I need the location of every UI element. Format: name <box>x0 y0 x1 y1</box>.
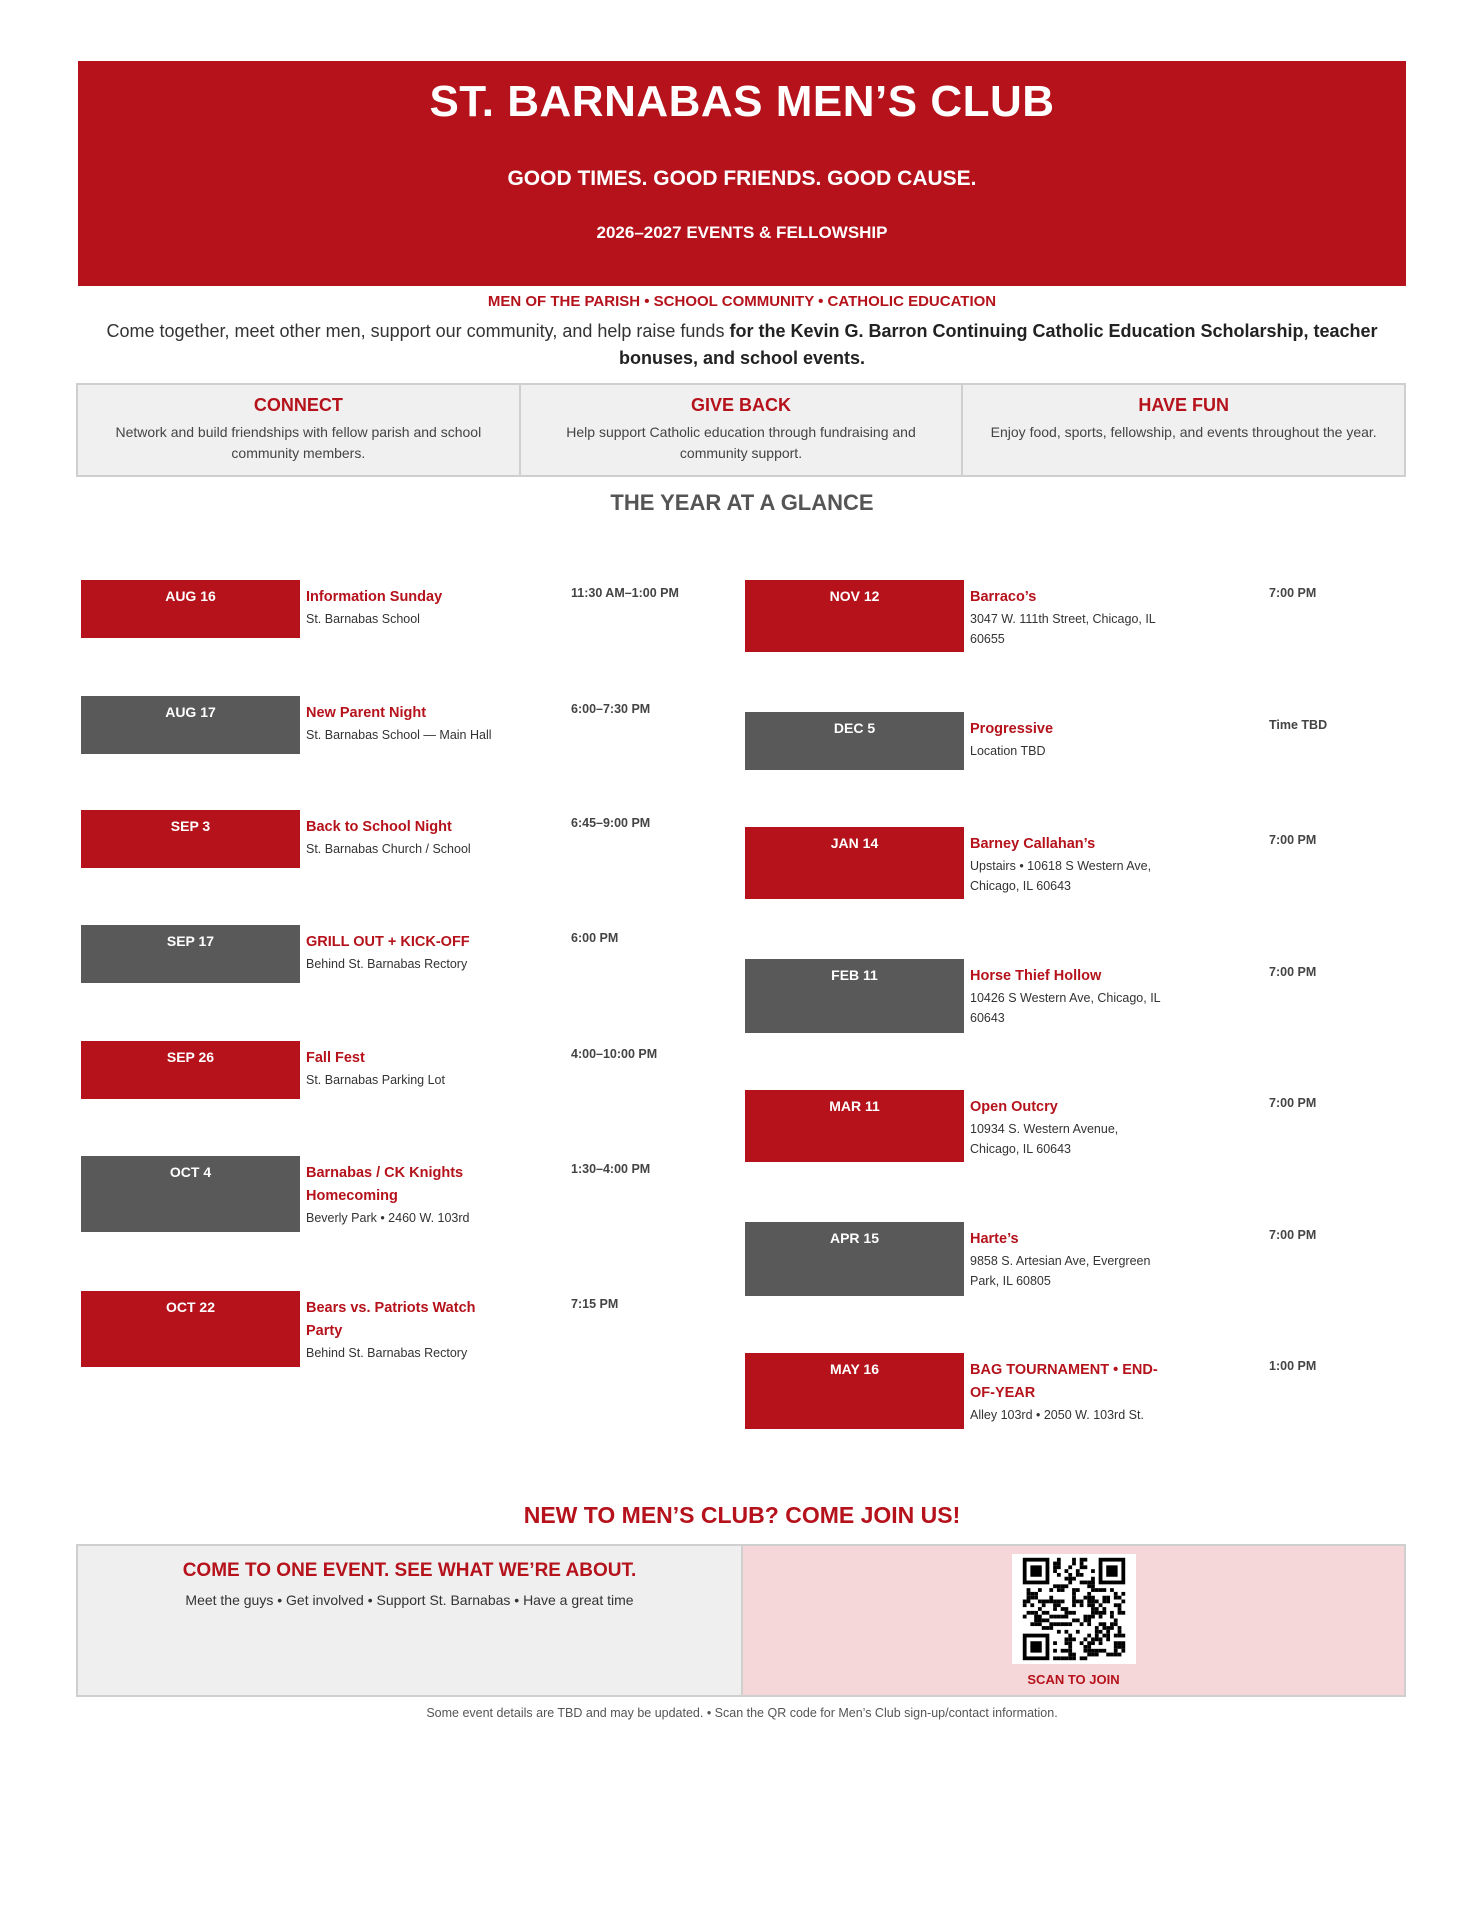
glance-title: THE YEAR AT A GLANCE <box>610 490 874 515</box>
event-location: St. Barnabas Parking Lot <box>306 1073 445 1087</box>
event-name: Bears vs. Patriots Watch Party <box>306 1300 476 1339</box>
event-name: Fall Fest <box>306 1050 365 1066</box>
event-details <box>306 931 506 974</box>
event-time: 11:30 AM–1:00 PM <box>571 586 679 600</box>
event-row <box>745 959 1345 1033</box>
event-time: 1:00 PM <box>1269 1359 1317 1373</box>
event-details <box>970 1359 1170 1425</box>
event-details <box>306 1162 506 1228</box>
pillar-desc: Network and build friendships with fellow parish and school community members. <box>115 424 482 461</box>
event-row <box>745 580 1345 652</box>
event-date: AUG 16 <box>81 580 300 638</box>
event-location: Alley 103rd • 2050 W. 103rd St. <box>970 1408 1144 1422</box>
qr-panel <box>743 1546 1404 1695</box>
pillars-table <box>76 383 1406 477</box>
footer-note: Some event details are TBD and may be updated. • Scan the QR code for Men’s Club sign-up/contact information. <box>426 1706 1058 1720</box>
event-date: MAY 16 <box>745 1353 964 1429</box>
event-details <box>970 586 1170 649</box>
pillar-title: CONNECT <box>253 395 343 415</box>
pillar-desc: Help support Catholic education through fundraising and community support. <box>566 424 916 461</box>
event-row <box>745 827 1345 899</box>
event-date: AUG 17 <box>81 696 300 754</box>
event-location: 10934 S. Western Avenue, Chicago, IL 60643 <box>970 1122 1119 1156</box>
event-name: GRILL OUT + KICK-OFF <box>306 934 470 950</box>
tagline: GOOD TIMES. GOOD FRIENDS. GOOD CAUSE. <box>507 167 977 190</box>
intro-plain: Come together, meet other men, support our community, and help raise funds <box>106 321 730 341</box>
event-time: 7:00 PM <box>1269 1096 1317 1110</box>
event-row <box>81 1156 681 1232</box>
event-date: JAN 14 <box>745 827 964 899</box>
event-location: 10426 S Western Ave, Chicago, IL 60643 <box>970 991 1161 1025</box>
event-details <box>970 965 1170 1028</box>
event-date: SEP 17 <box>81 925 300 983</box>
event-name: New Parent Night <box>306 705 427 721</box>
event-name: Information Sunday <box>306 589 443 605</box>
event-date: SEP 26 <box>81 1041 300 1099</box>
event-details <box>306 1297 506 1363</box>
join-text: Meet the guys • Get involved • Support St. Barnabas • Have a great time <box>185 1592 634 1608</box>
pillar-have-fun <box>963 385 1404 475</box>
subheading: MEN OF THE PARISH • SCHOOL COMMUNITY • CATHOLIC EDUCATION <box>487 293 997 310</box>
event-details <box>970 718 1170 761</box>
event-time: 4:00–10:00 PM <box>571 1047 658 1061</box>
qr-code-icon[interactable] <box>1012 1554 1136 1664</box>
event-location: St. Barnabas School <box>306 612 420 626</box>
event-details <box>306 586 506 629</box>
join-title: NEW TO MEN’S CLUB? COME JOIN US! <box>523 1502 961 1528</box>
event-row <box>81 810 681 868</box>
event-row <box>81 1041 681 1099</box>
event-time: 7:15 PM <box>571 1297 619 1311</box>
event-row <box>81 580 681 638</box>
pillar-title: HAVE FUN <box>1138 395 1230 415</box>
event-row <box>81 1291 681 1367</box>
event-location: Upstairs • 10618 S Western Ave, Chicago, IL 60643 <box>970 859 1152 893</box>
event-details <box>306 1047 506 1090</box>
event-row <box>81 925 681 983</box>
event-date: NOV 12 <box>745 580 964 652</box>
event-time: 6:45–9:00 PM <box>571 816 651 830</box>
event-date: APR 15 <box>745 1222 964 1296</box>
event-details <box>970 833 1170 896</box>
event-details <box>306 816 506 859</box>
event-name: Back to School Night <box>306 819 452 835</box>
event-name: Barnabas / CK Knights Homecoming <box>306 1165 464 1204</box>
join-message <box>78 1546 743 1695</box>
pillar-give-back <box>521 385 964 475</box>
intro-bold: for the Kevin G. Barron Continuing Catholic Education Scholarship, teacher bonuses, and school events. <box>618 321 1378 368</box>
event-time: 1:30–4:00 PM <box>571 1162 651 1176</box>
event-name: Open Outcry <box>970 1099 1058 1115</box>
event-date: OCT 22 <box>81 1291 300 1367</box>
event-name: BAG TOURNAMENT • END-OF-YEAR <box>970 1362 1158 1401</box>
event-date: DEC 5 <box>745 712 964 770</box>
header-banner <box>78 61 1406 286</box>
pillar-connect <box>78 385 521 475</box>
event-time: 6:00–7:30 PM <box>571 702 651 716</box>
event-row <box>745 712 1345 770</box>
event-time: 6:00 PM <box>571 931 619 945</box>
season-label: 2026–2027 EVENTS & FELLOWSHIP <box>596 223 888 242</box>
event-location: Location TBD <box>970 744 1046 758</box>
event-location: 3047 W. 111th Street, Chicago, IL 60655 <box>970 612 1156 646</box>
scan-label: SCAN TO JOIN <box>1027 1672 1120 1687</box>
event-time: 7:00 PM <box>1269 586 1317 600</box>
event-date: FEB 11 <box>745 959 964 1033</box>
event-location: Behind St. Barnabas Rectory <box>306 1346 468 1360</box>
event-name: Progressive <box>970 721 1054 737</box>
join-box <box>76 1544 1406 1697</box>
event-row <box>745 1222 1345 1296</box>
intro-paragraph <box>78 318 1406 372</box>
event-time: 7:00 PM <box>1269 965 1317 979</box>
event-time: 7:00 PM <box>1269 1228 1317 1242</box>
event-location: Beverly Park • 2460 W. 103rd <box>306 1211 470 1225</box>
event-details <box>970 1096 1170 1159</box>
pillar-title: GIVE BACK <box>691 395 792 415</box>
event-date: MAR 11 <box>745 1090 964 1162</box>
event-row <box>745 1090 1345 1162</box>
club-title: ST. BARNABAS MEN’S CLUB <box>429 77 1055 126</box>
event-location: St. Barnabas Church / School <box>306 842 471 856</box>
join-headline: COME TO ONE EVENT. SEE WHAT WE’RE ABOUT. <box>182 1560 637 1581</box>
event-location: St. Barnabas School — Main Hall <box>306 728 492 742</box>
event-details <box>306 702 506 745</box>
event-location: Behind St. Barnabas Rectory <box>306 957 468 971</box>
pillar-desc: Enjoy food, sports, fellowship, and events throughout the year. <box>990 424 1377 440</box>
event-details <box>970 1228 1170 1291</box>
event-row <box>81 696 681 754</box>
event-date: SEP 3 <box>81 810 300 868</box>
event-name: Harte’s <box>970 1231 1019 1247</box>
event-location: 9858 S. Artesian Ave, Evergreen Park, IL 60805 <box>970 1254 1151 1288</box>
event-name: Horse Thief Hollow <box>970 968 1102 984</box>
event-name: Barraco’s <box>970 589 1037 605</box>
event-name: Barney Callahan’s <box>970 836 1096 852</box>
event-time: Time TBD <box>1269 718 1328 732</box>
event-row <box>745 1353 1345 1429</box>
event-date: OCT 4 <box>81 1156 300 1232</box>
event-time: 7:00 PM <box>1269 833 1317 847</box>
